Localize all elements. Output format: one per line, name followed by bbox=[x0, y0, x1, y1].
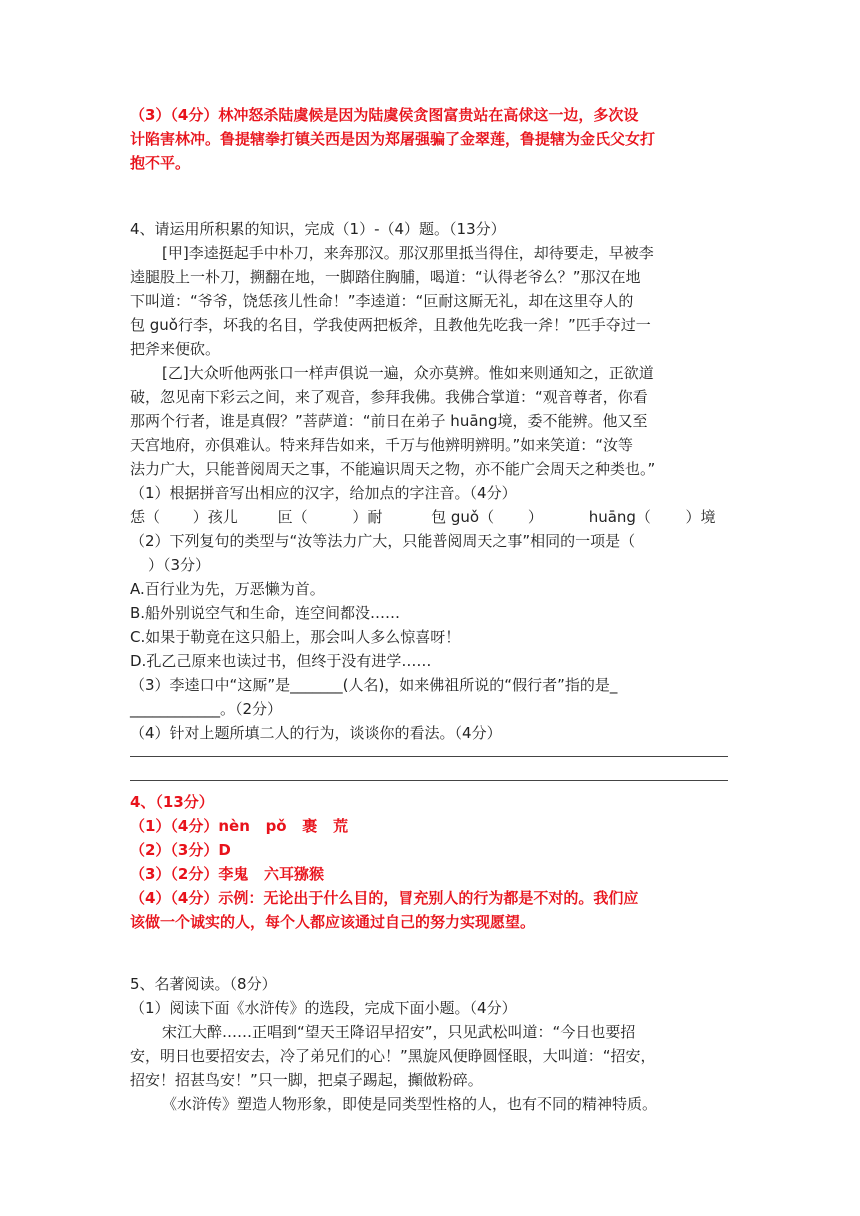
question-4-block bbox=[130, 217, 730, 781]
answer-3-line-2: 计陷害林冲。鲁提辖拳打镇关西是因为郑屠强骗了金翠莲，鲁提辖为金氏父女打 bbox=[130, 130, 656, 148]
sub-question-1-blanks bbox=[130, 505, 730, 529]
answer-4-4-line-2: 该做一个诚实的人，每个人都应该通过自己的努力实现愿望。 bbox=[130, 913, 536, 931]
answer-blank-line bbox=[130, 780, 728, 781]
passage-b-line: 法力广大，只能普阅周天之事，不能遍识周天之物，亦不能广会周天之种类也。” bbox=[130, 460, 656, 478]
blank-item: ） bbox=[527, 508, 543, 526]
blank-item: ）孩儿 bbox=[192, 508, 238, 526]
blank-item: 恁（ bbox=[130, 508, 161, 526]
answer-3-block bbox=[130, 103, 730, 175]
passage-b-line: 那两个行者，谁是真假？”菩萨道：“前日在弟子 huāng境，委不能辨。他又至 bbox=[130, 412, 648, 430]
option-a: A.百行业为先，万恶懒为首。 bbox=[130, 580, 325, 598]
question-4-title: 4、请运用所积累的知识，完成（1）-（4）题。（13分） bbox=[130, 220, 506, 238]
option-c: C.如果于勒竟在这只船上，那会叫人多么惊喜呀！ bbox=[130, 628, 461, 646]
question-5-sub-1: （1）阅读下面《水浒传》的选段，完成下面小题。（4分） bbox=[130, 999, 517, 1017]
sub-question-2-line-2: ）（3分） bbox=[148, 556, 211, 574]
sub-question-4: （4）针对上题所填二人的行为，谈谈你的看法。（4分） bbox=[130, 724, 502, 742]
option-b: B.船外别说空气和生命，连空间都没…… bbox=[130, 604, 401, 622]
blank-item: ）境 bbox=[685, 508, 716, 526]
passage-a-line: 逵腿股上一朴刀，搠翻在地，一脚踏住胸脯，喝道：“认得老爷么？”那汉在地 bbox=[130, 268, 641, 286]
sub-question-3-line-1: （3）李逵口中“这厮”是_______(人名)，如来佛祖所说的“假行者”指的是_ bbox=[130, 676, 618, 694]
answer-4-4-line-1: （4）（4分）示例：无论出于什么目的，冒充别人的行为都是不对的。我们应 bbox=[130, 889, 639, 907]
passage-line: 《水浒传》塑造人物形象，即使是同类型性格的人，也有不同的精神特质。 bbox=[162, 1095, 658, 1113]
sub-question-1: （1）根据拼音写出相应的汉字，给加点的字注音。（4分） bbox=[130, 484, 517, 502]
passage-b-line: [乙]大众听他两张口一样声俱说一遍，众亦莫辨。惟如来则通知之，正欲道 bbox=[162, 364, 654, 382]
blank-item: 包 guǒ（ bbox=[431, 508, 495, 526]
answer-4-1: （1）（4分）nèn pǒ 裹 荒 bbox=[130, 817, 348, 835]
passage-a-line: 把斧来便砍。 bbox=[130, 340, 221, 358]
question-5-title: 5、名著阅读。（8分） bbox=[130, 975, 277, 993]
answer-blank-line bbox=[130, 756, 728, 757]
option-d: D.孔乙己原来也读过书，但终于没有进学…… bbox=[130, 652, 432, 670]
passage-a-line: 下叫道：“爷爷，饶恁孩儿性命！”李逵道：“叵耐这厮无礼，却在这里夺人的 bbox=[130, 292, 634, 310]
passage-a-line: [甲]李逵挺起手中朴刀，来奔那汉。那汉那里抵当得住，却待要走，早被李 bbox=[162, 244, 654, 262]
passage-b-line: 天宫地府，亦俱难认。特来拜告如来，千万与他辨明辨明。”如来笑道：“汝等 bbox=[130, 436, 634, 454]
blank-item: huāng（ bbox=[588, 508, 651, 526]
passage-line: 宋江大醉……正唱到“望天王降诏早招安”，只见武松叫道：“今日也要招 bbox=[162, 1023, 636, 1041]
sub-question-2-line-1: （2）下列复句的类型与“汝等法力广大，只能普阅周天之事”相同的一项是（ bbox=[130, 532, 636, 550]
answer-3-line-3: 抱不平。 bbox=[130, 154, 191, 172]
passage-a-line: 包 guǒ行李，坏我的名目，学我使两把板斧，且教他先吃我一斧！”匹手夺过一 bbox=[130, 316, 651, 334]
blank-item: ）耐 bbox=[352, 508, 383, 526]
passage-line: 招安！招甚鸟安！”只一脚，把桌子踢起，攧做粉碎。 bbox=[130, 1071, 483, 1089]
answer-3-line-1: （3）（4分）林冲怒杀陆虞候是因为陆虞侯贪图富贵站在高俅这一边，多次设 bbox=[130, 106, 639, 124]
blank-item: 叵（ bbox=[277, 508, 308, 526]
answer-4-3: （3）（2分）李鬼 六耳猕猴 bbox=[130, 865, 325, 883]
passage-line: 安，明日也要招安去，冷了弟兄们的心！”黑旋风便睁圆怪眼，大叫道：“招安， bbox=[130, 1047, 656, 1065]
answer-4-2: （2）（3分）D bbox=[130, 841, 231, 859]
sub-question-3-line-2: ____________。（2分） bbox=[130, 700, 283, 718]
answer-4-title: 4、（13分） bbox=[130, 793, 214, 811]
answer-4-block bbox=[130, 790, 730, 934]
question-5-block bbox=[130, 972, 730, 1116]
passage-b-line: 破，忽见南下彩云之间，来了观音，参拜我佛。我佛合掌道：“观音尊者，你看 bbox=[130, 388, 648, 406]
